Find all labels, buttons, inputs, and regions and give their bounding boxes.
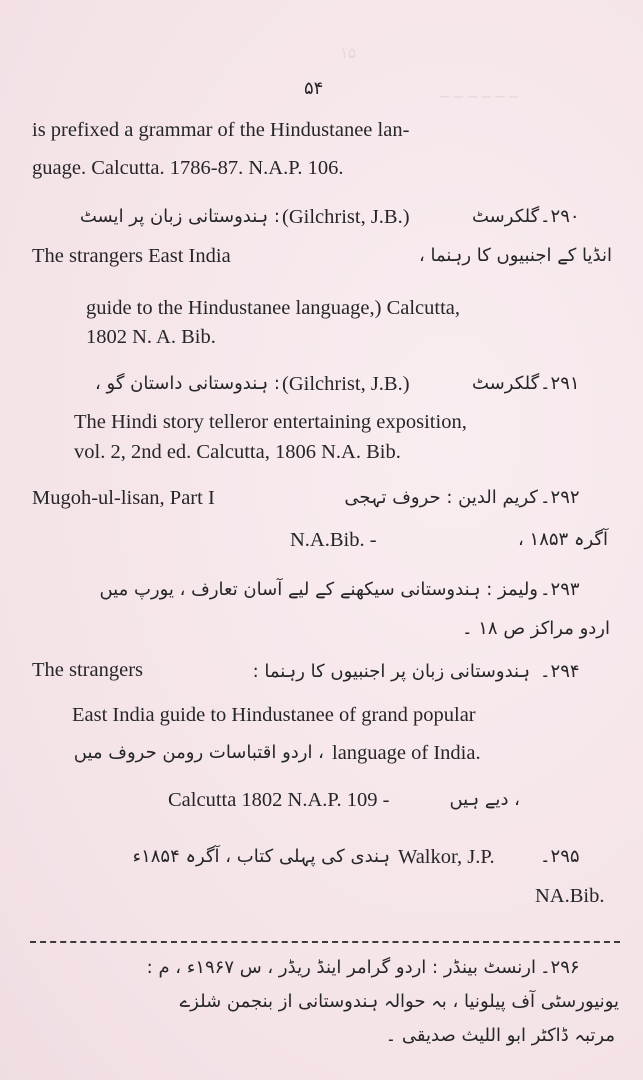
entry-89-line-2: guage. Calcutta. 1786-87. N.A.P. 106.: [32, 157, 344, 179]
dashed-divider: [30, 941, 620, 943]
entry-295-text-urdu: ہندی کی پہلی کتاب ، آگرہ ۱۸۵۴ء: [132, 846, 390, 867]
entry-290-continuation-2: 1802 N. A. Bib.: [86, 326, 216, 348]
entry-294-line-4-urdu: ، دیے ہیں: [449, 789, 520, 810]
entry-292-text-english: Mugoh-ul-lisan, Part I: [32, 487, 215, 509]
entry-292-text-urdu: کریم الدین : حروف تہجی: [344, 487, 538, 508]
entry-291-number: ۲۹۱۔: [540, 373, 580, 394]
entry-296-number: ۲۹۶۔: [540, 957, 580, 978]
entry-290-author-urdu: گلکرسٹ: [472, 206, 540, 227]
entry-296-line-2: یونیورسٹی آف پیلونیا ، بہ حوالہ ہندوستانی از بنجمن شلزے: [179, 991, 619, 1012]
entry-293-line-2: اردو مراکز ص ۱۸ ۔: [461, 618, 610, 639]
entry-294-line-4-english: Calcutta 1802 N.A.P. 109 -: [168, 789, 390, 811]
entry-295-number: ۲۹۵۔: [540, 846, 580, 867]
entry-293-line-1: ولیمز : ہندوستانی سیکھنے کے لیے آسان تعارف ، یورپ میں: [99, 579, 538, 600]
entry-294-line-3-urdu: ، اردو اقتباسات رومن حروف میں: [73, 742, 324, 763]
entry-290-title-urdu-1: : ہندوستانی زبان پر ایسٹ: [79, 206, 280, 227]
entry-290-number: ۲۹۰۔: [540, 206, 580, 227]
entry-294-line-3-english: language of India.: [332, 742, 481, 764]
entry-290-author-english: (Gilchrist, J.B.): [282, 206, 410, 228]
page-number: ۵۴: [304, 78, 324, 99]
entry-290-continuation-1: guide to the Hindustanee language,) Calcutta,: [86, 297, 461, 319]
bleed-through-text: ۱۵: [340, 44, 357, 62]
entry-294-text-english: The strangers: [32, 659, 143, 681]
entry-293-number: ۲۹۳۔: [540, 579, 580, 600]
entry-291-author-english: (Gilchrist, J.B.): [282, 373, 410, 395]
entry-294-line-2: East India guide to Hindustanee of grand popular: [72, 704, 476, 726]
entry-296-line-3: مرتبہ ڈاکٹر ابو اللیث صدیقی ۔: [385, 1025, 615, 1046]
entry-296-line-1: ارنسٹ بینڈر : اردو گرامر اینڈ ریڈر ، س ۱۹۶۷ء ، م :: [146, 957, 536, 978]
bleed-through-text: ─ ─ ─ ─ ─ ─: [440, 88, 519, 106]
entry-295-source: NA.Bib.: [535, 885, 605, 907]
entry-291-line-2: vol. 2, 2nd ed. Calcutta, 1806 N.A. Bib.: [74, 441, 401, 463]
entry-292-place-urdu: آگرہ ۱۸۵۳ ،: [518, 529, 608, 550]
entry-292-number: ۲۹۲۔: [540, 487, 580, 508]
entry-292-source: N.A.Bib. -: [290, 529, 377, 551]
entry-294-text-urdu: ہندوستانی زبان پر اجنبیوں کا رہنما :: [252, 661, 530, 682]
entry-291-line-1: The Hindi story telleror entertaining exposition,: [74, 411, 467, 433]
entry-294-number: ۲۹۴۔: [540, 661, 580, 682]
entry-290-title-urdu-2: انڈیا کے اجنبیوں کا رہنما ،: [418, 245, 612, 266]
entry-295-author-english: Walkor, J.P.: [398, 846, 495, 868]
entry-89-line-1: is prefixed a grammar of the Hindustanee lan-: [32, 119, 410, 141]
entry-291-title-urdu: : ہندوستانی داستان گو ،: [95, 373, 280, 394]
entry-290-title-english: The strangers East India: [32, 245, 231, 267]
entry-291-author-urdu: گلکرسٹ: [472, 373, 540, 394]
